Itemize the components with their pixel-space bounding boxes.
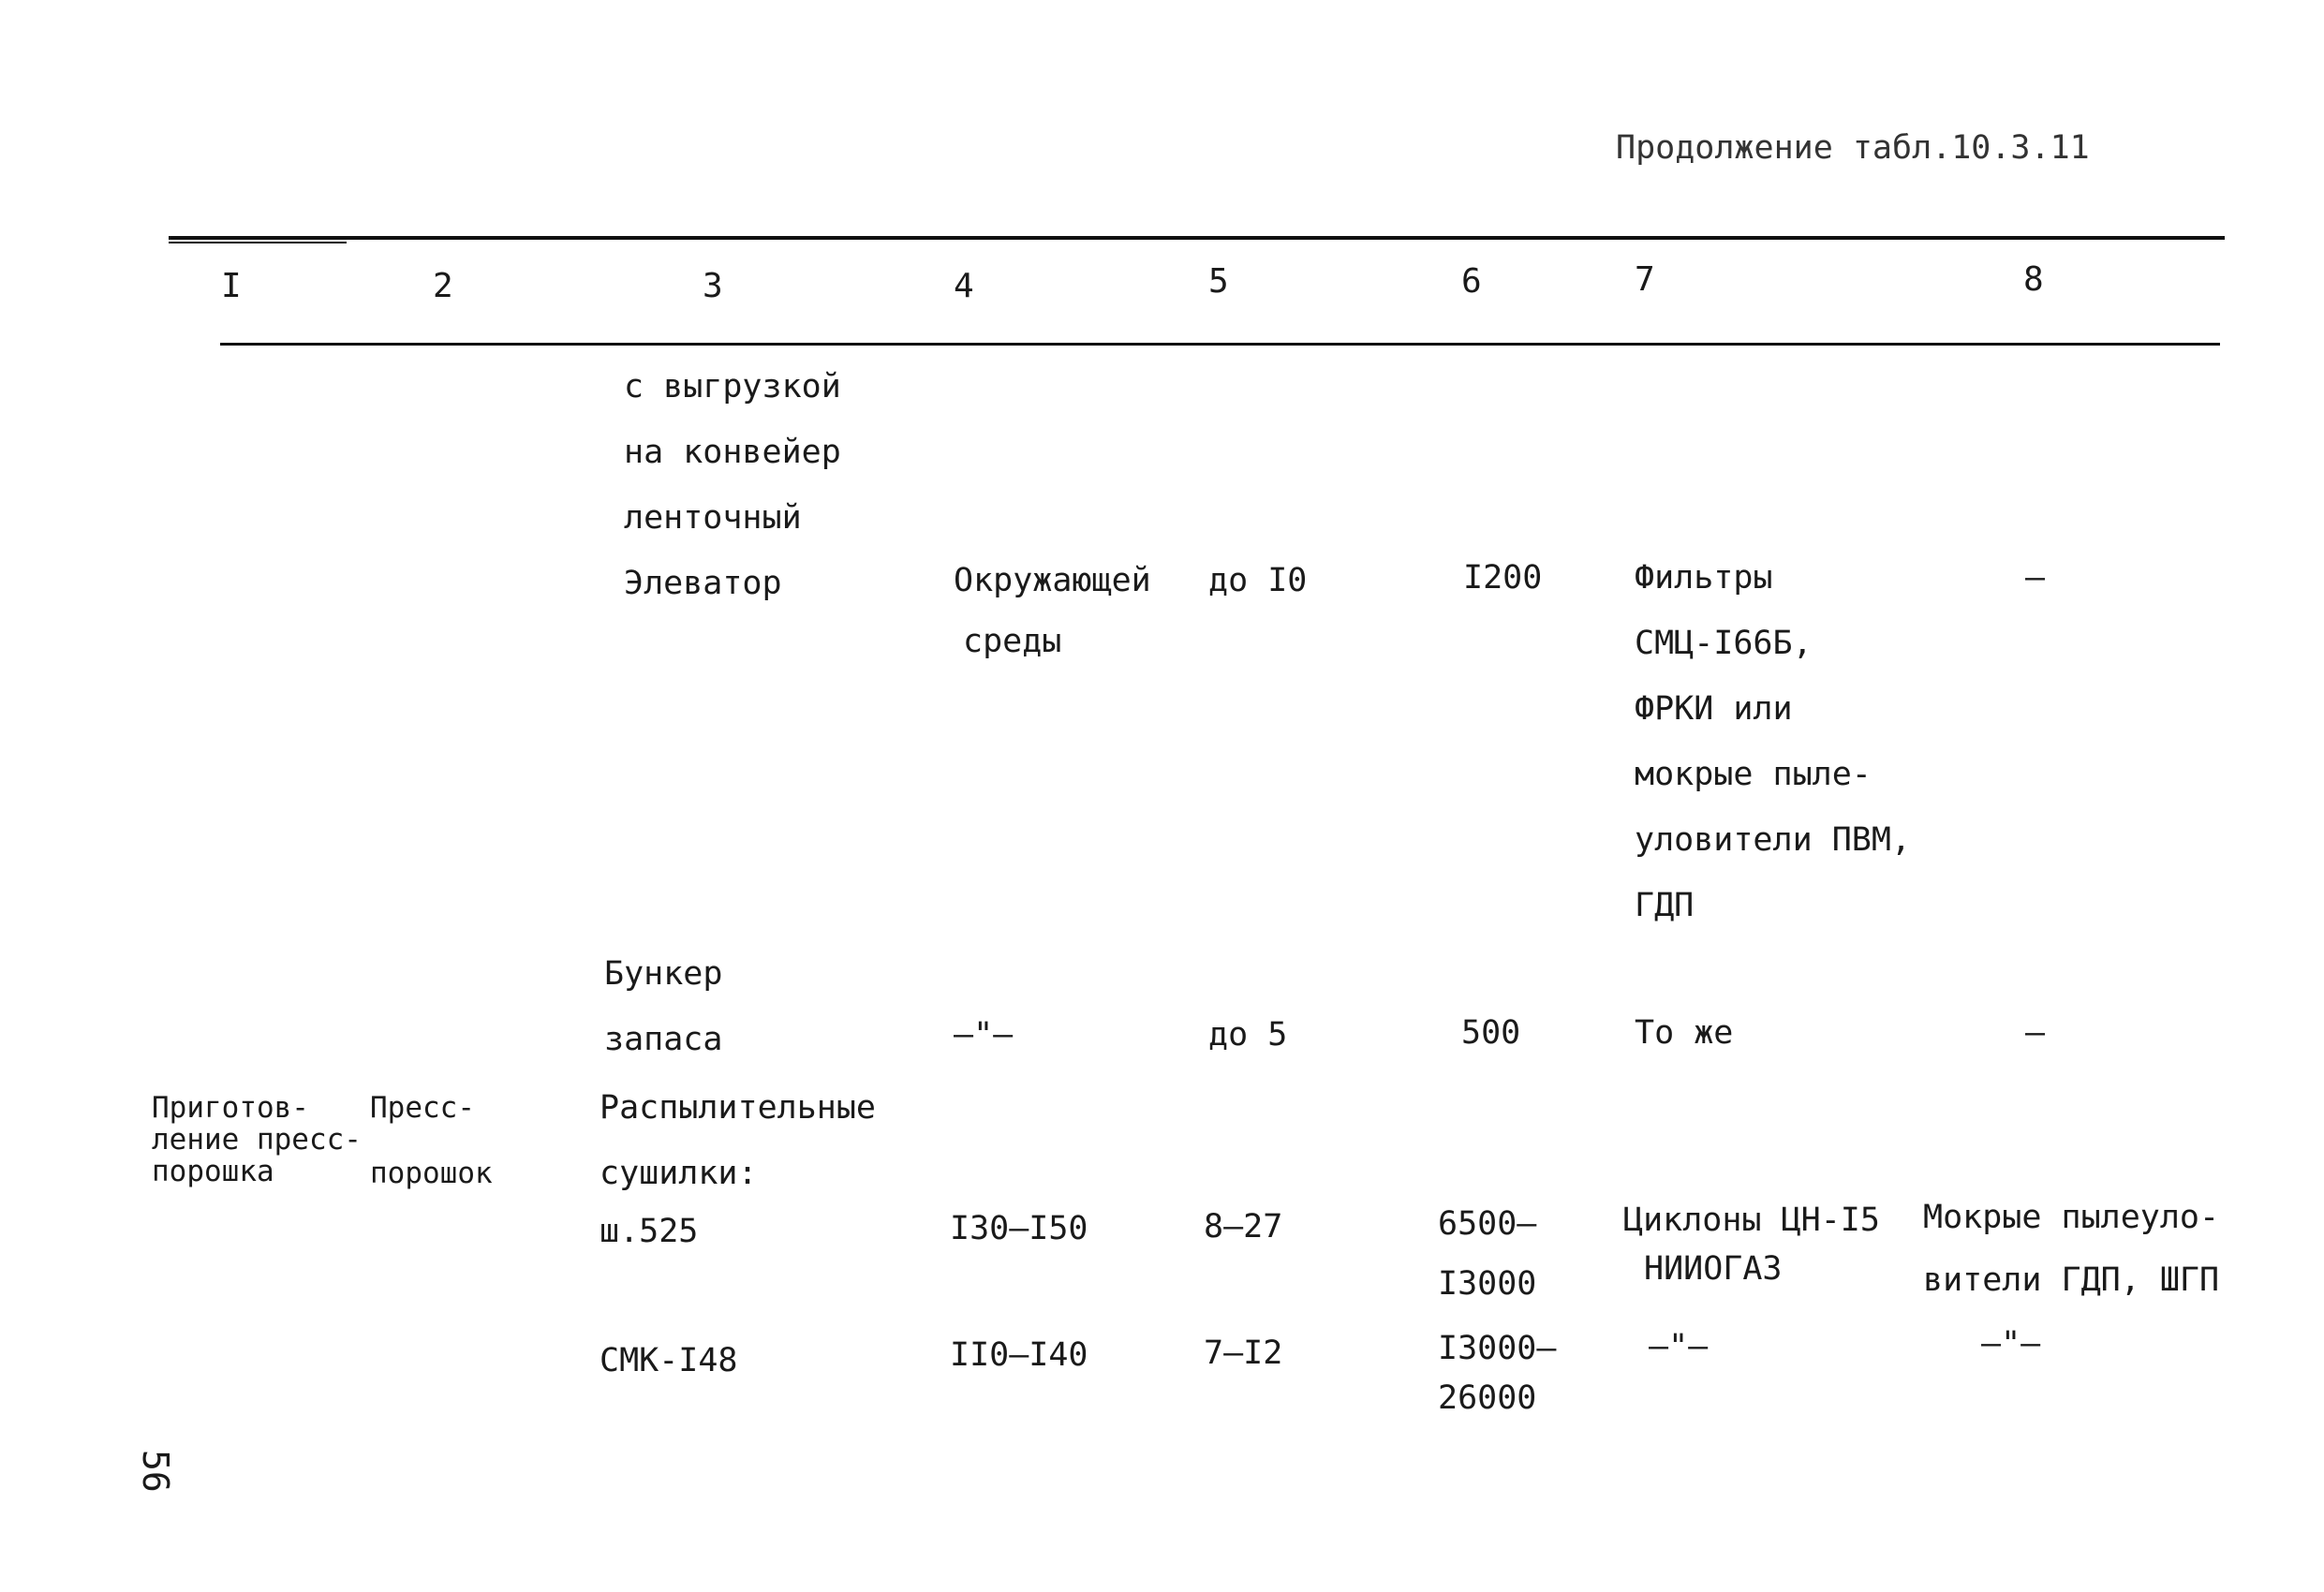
cell-row1-col8: – — [2025, 559, 2046, 597]
cell-row1-col7-line5: уловители ПВМ, — [1635, 821, 1912, 859]
table-top-rule — [169, 236, 2225, 240]
column-header-2: 2 — [433, 267, 453, 305]
cell-row1-col7-line4: мокрые пыле- — [1635, 756, 1872, 793]
cell-row4-col6-line1: 6500– — [1438, 1205, 1537, 1243]
cell-row1-col7-line2: СМЦ-I66Б, — [1635, 625, 1813, 662]
cell-row3-col1-line1: Приготов- — [152, 1091, 309, 1125]
cell-row1-col7-line6: ГДП — [1635, 887, 1695, 924]
cell-row1-col7-line3: ФРКИ или — [1635, 690, 1793, 728]
cell-row3-col3-line2: сушилки: — [600, 1155, 758, 1192]
cell-row2-col8: – — [2025, 1014, 2046, 1052]
cell-row4-col6-line2: I3000 — [1438, 1265, 1537, 1303]
cell-row3-col1-line3: порошка — [152, 1155, 274, 1188]
cell-row3-col3-line1: Распылительные — [600, 1089, 877, 1127]
cell-row0-col3-line1: с выгрузкой — [624, 368, 841, 405]
column-header-5: 5 — [1208, 262, 1229, 301]
cell-row4-col7-line2: НИИОГАЗ — [1644, 1250, 1783, 1288]
column-header-7: 7 — [1635, 260, 1655, 299]
page-number: 56 — [135, 1450, 176, 1493]
cell-row5-col6-line1: I3000– — [1438, 1330, 1557, 1367]
column-header-3: 3 — [703, 267, 723, 305]
cell-row2-col3-line2: запаса — [604, 1021, 723, 1058]
cell-row5-col3: СМК-I48 — [600, 1342, 738, 1379]
cell-row2-col6: 500 — [1461, 1014, 1521, 1052]
cell-row3-col2-line2: порошок — [370, 1157, 493, 1190]
column-header-8: 8 — [2023, 260, 2044, 299]
cell-row1-col5: до I0 — [1208, 562, 1308, 599]
table-caption: Продолжение табл.10.3.11 — [1616, 129, 2090, 167]
cell-row5-col5: 7–I2 — [1204, 1334, 1283, 1372]
cell-row4-col4: I30–I50 — [950, 1210, 1088, 1247]
cell-row5-col7: –"– — [1649, 1328, 1709, 1365]
column-header-1: I — [221, 267, 242, 305]
cell-row5-col6-line2: 26000 — [1438, 1379, 1537, 1417]
cell-row5-col4: II0–I40 — [950, 1336, 1088, 1374]
column-header-6: 6 — [1461, 262, 1482, 301]
cell-row1-col4-line1: Окружающей — [954, 562, 1151, 599]
cell-row1-col4-line2: среды — [963, 623, 1062, 660]
table-top-rule-thin — [169, 242, 347, 243]
column-header-4: 4 — [954, 267, 974, 305]
table-header-rule — [220, 343, 2220, 346]
cell-row0-col3-line3: ленточный — [624, 499, 802, 537]
cell-row1-col6: I200 — [1463, 559, 1543, 597]
cell-row2-col7: То же — [1635, 1014, 1734, 1052]
cell-row3-col2-line1: Пресс- — [370, 1091, 475, 1125]
cell-row4-col5: 8–27 — [1204, 1208, 1283, 1246]
cell-row3-col1-line2: ление пресс- — [152, 1123, 362, 1157]
cell-row4-col7-line1: Циклоны ЦН-I5 — [1623, 1201, 1880, 1239]
cell-row2-col5: до 5 — [1208, 1016, 1288, 1054]
cell-row1-col3: Элеватор — [624, 565, 782, 602]
cell-row1-col7-line1: Фильтры — [1635, 559, 1773, 597]
cell-row2-col4: –"– — [954, 1016, 1014, 1054]
cell-row2-col3-line1: Бункер — [604, 955, 723, 993]
cell-row4-col3: ш.525 — [600, 1213, 699, 1250]
cell-row4-col8-line1: Мокрые пылеуло- — [1923, 1199, 2220, 1236]
cell-row5-col8: –"– — [1981, 1325, 2041, 1363]
cell-row0-col3-line2: на конвейер — [624, 434, 841, 471]
cell-row4-col8-line2: вители ГДП, ШГП — [1923, 1261, 2220, 1299]
